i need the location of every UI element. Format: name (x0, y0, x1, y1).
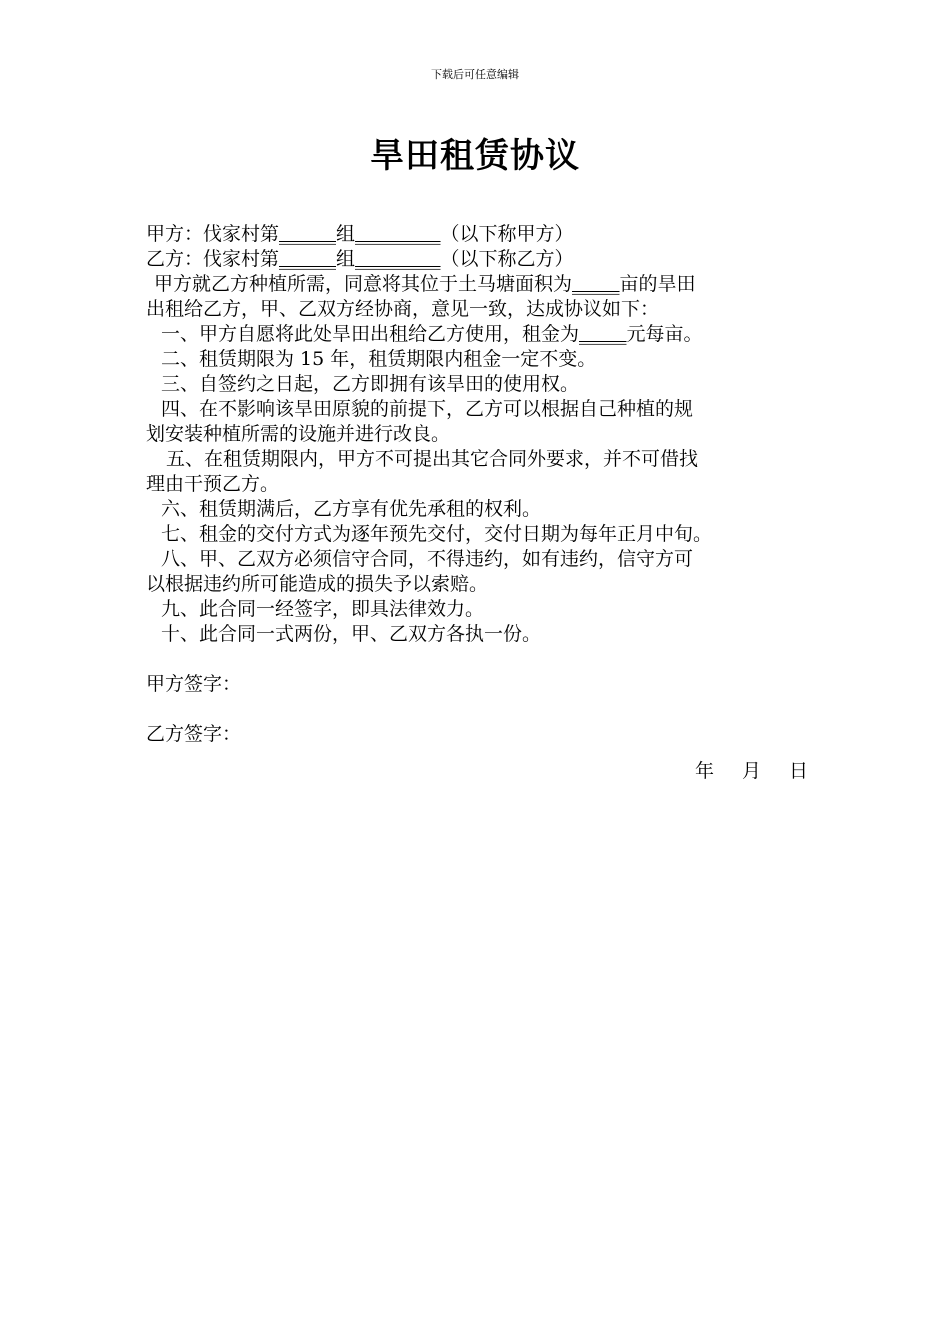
clause-4-line-2: 划安装种植所需的设施并进行改良。 (146, 423, 451, 445)
party-b-group-label: 组 (336, 248, 356, 270)
party-a-group-label: 组 (336, 223, 356, 245)
clause-1-text-2: 元每亩。 (626, 323, 703, 345)
clause-5-line-1: 五、在租赁期限内，甲方不可提出其它合同外要求，并不可借找 (166, 448, 699, 470)
clause-4-line-1: 四、在不影响该旱田原貌的前提下，乙方可以根据自己种植的规 (161, 398, 694, 420)
document-body (146, 222, 808, 784)
date-month: 月 (741, 760, 761, 782)
clause-2: 二、租赁期限为 15 年，租赁期限内租金一定不变。 (161, 348, 597, 370)
clause-3: 三、自签约之日起，乙方即拥有该旱田的使用权。 (161, 373, 580, 395)
area-blank: _____ (572, 273, 620, 295)
intro-text-1: 甲方就乙方种植所需，同意将其位于土马塘面积为 (154, 273, 573, 295)
clause-5-line-2: 理由干预乙方。 (146, 473, 280, 495)
clause-10: 十、此合同一式两份，甲、乙双方各执一份。 (161, 623, 542, 645)
intro-text-2: 亩的旱田 (619, 273, 696, 295)
party-a-signature: 甲方签字： (146, 673, 242, 695)
party-a-suffix: （以下称甲方） (440, 223, 574, 245)
date-year: 年 (694, 760, 714, 782)
intro-line-2: 出租给乙方，甲、乙双方经协商，意见一致，达成协议如下： (146, 298, 660, 320)
clause-8-line-1: 八、甲、乙双方必须信守合同，不得违约，如有违约，信守方可 (161, 548, 694, 570)
party-a-name-blank: _________ (355, 223, 441, 245)
header-note: 下载后可任意编辑 (431, 68, 519, 81)
party-b-line (146, 247, 808, 272)
party-b-prefix: 乙方：伐家村第 (146, 248, 280, 270)
clause-7: 七、租金的交付方式为逐年预先交付，交付日期为每年正月中旬。 (161, 523, 713, 545)
party-b-suffix: （以下称乙方） (440, 248, 574, 270)
spacer (146, 647, 808, 672)
document-title: 旱田租赁协议 (370, 136, 580, 176)
date-day: 日 (788, 760, 808, 782)
spacer (146, 697, 808, 722)
intro-line-1 (146, 272, 808, 297)
clause-8-line-2: 以根据违约所可能造成的损失予以索赔。 (146, 573, 489, 595)
party-b-name-blank: _________ (355, 248, 441, 270)
party-a-prefix: 甲方：伐家村第 (146, 223, 280, 245)
clause-1 (146, 322, 808, 347)
party-b-signature: 乙方签字： (146, 723, 242, 745)
clause-1-text-1: 一、甲方自愿将此处旱田出租给乙方使用，租金为 (161, 323, 580, 345)
party-a-line (146, 222, 808, 247)
clause-9: 九、此合同一经签字，即具法律效力。 (161, 598, 485, 620)
rent-blank: _____ (579, 323, 627, 345)
clause-6: 六、租赁期满后，乙方享有优先承租的权利。 (161, 498, 542, 520)
date-line (146, 759, 808, 784)
party-a-group-blank: ______ (279, 223, 337, 245)
party-b-group-blank: ______ (279, 248, 337, 270)
